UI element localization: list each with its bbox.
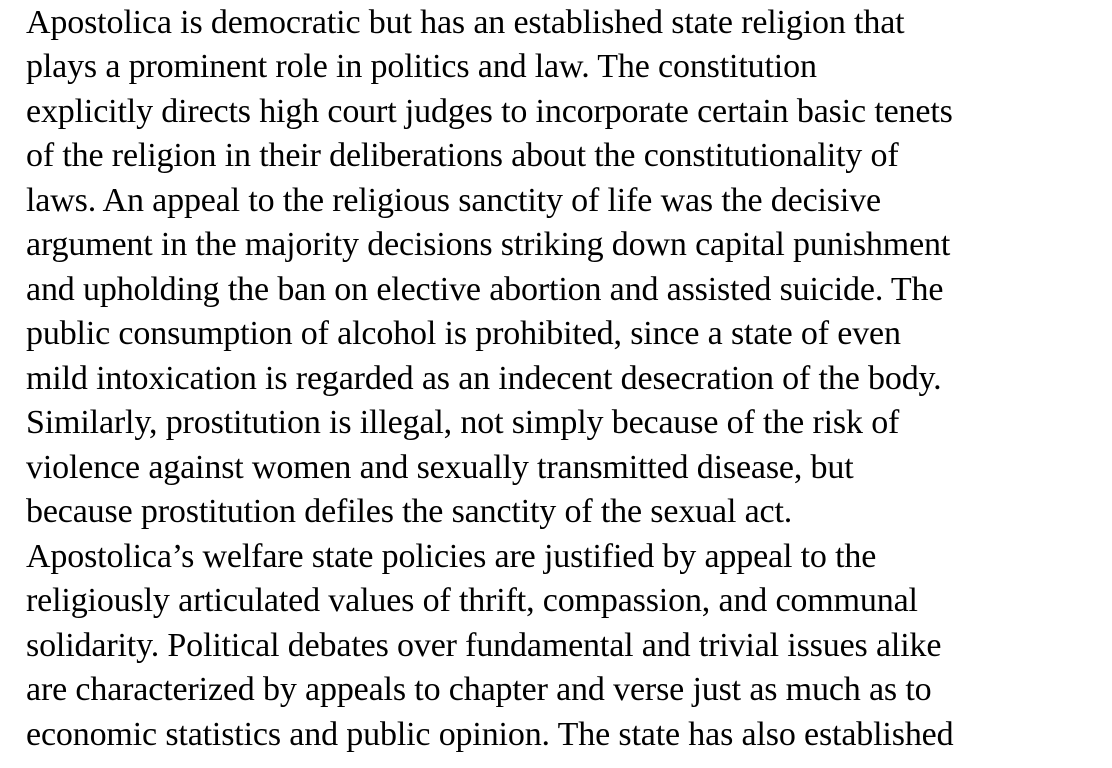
text-line-4: of the religion in their deliberations about the constitutionality of [26, 137, 899, 174]
text-line-9: mild intoxication is regarded as an indecent desecration of the body. [26, 360, 942, 397]
text-line-6: argument in the majority decisions striking down capital punishment [26, 226, 951, 263]
text-line-17: economic statistics and public opinion. The state has also established [26, 716, 954, 753]
text-line-14: religiously articulated values of thrift, compassion, and communal [26, 582, 918, 619]
text-line-8: public consumption of alcohol is prohibited, since a state of even [26, 315, 901, 352]
text-line-3: explicitly directs high court judges to incorporate certain basic tenets [26, 93, 953, 130]
text-line-1: Apostolica is democratic but has an established state religion that [26, 4, 905, 41]
text-line-2: plays a prominent role in politics and law. The constitution [26, 48, 817, 85]
text-line-7: and upholding the ban on elective abortion and assisted suicide. The [26, 271, 944, 308]
text-line-11: violence against women and sexually transmitted disease, but [26, 449, 854, 486]
text-line-16: are characterized by appeals to chapter and verse just as much as to [26, 671, 932, 708]
text-line-13: Apostolica’s welfare state policies are justified by appeal to the [26, 538, 877, 575]
text-line-15: solidarity. Political debates over fundamental and trivial issues alike [26, 627, 942, 664]
text-line-12: because prostitution defiles the sanctity of the sexual act. [26, 493, 793, 530]
text-line-5: laws. An appeal to the religious sanctity of life was the decisive [26, 182, 881, 219]
text-line-10: Similarly, prostitution is illegal, not simply because of the risk of [26, 404, 900, 441]
